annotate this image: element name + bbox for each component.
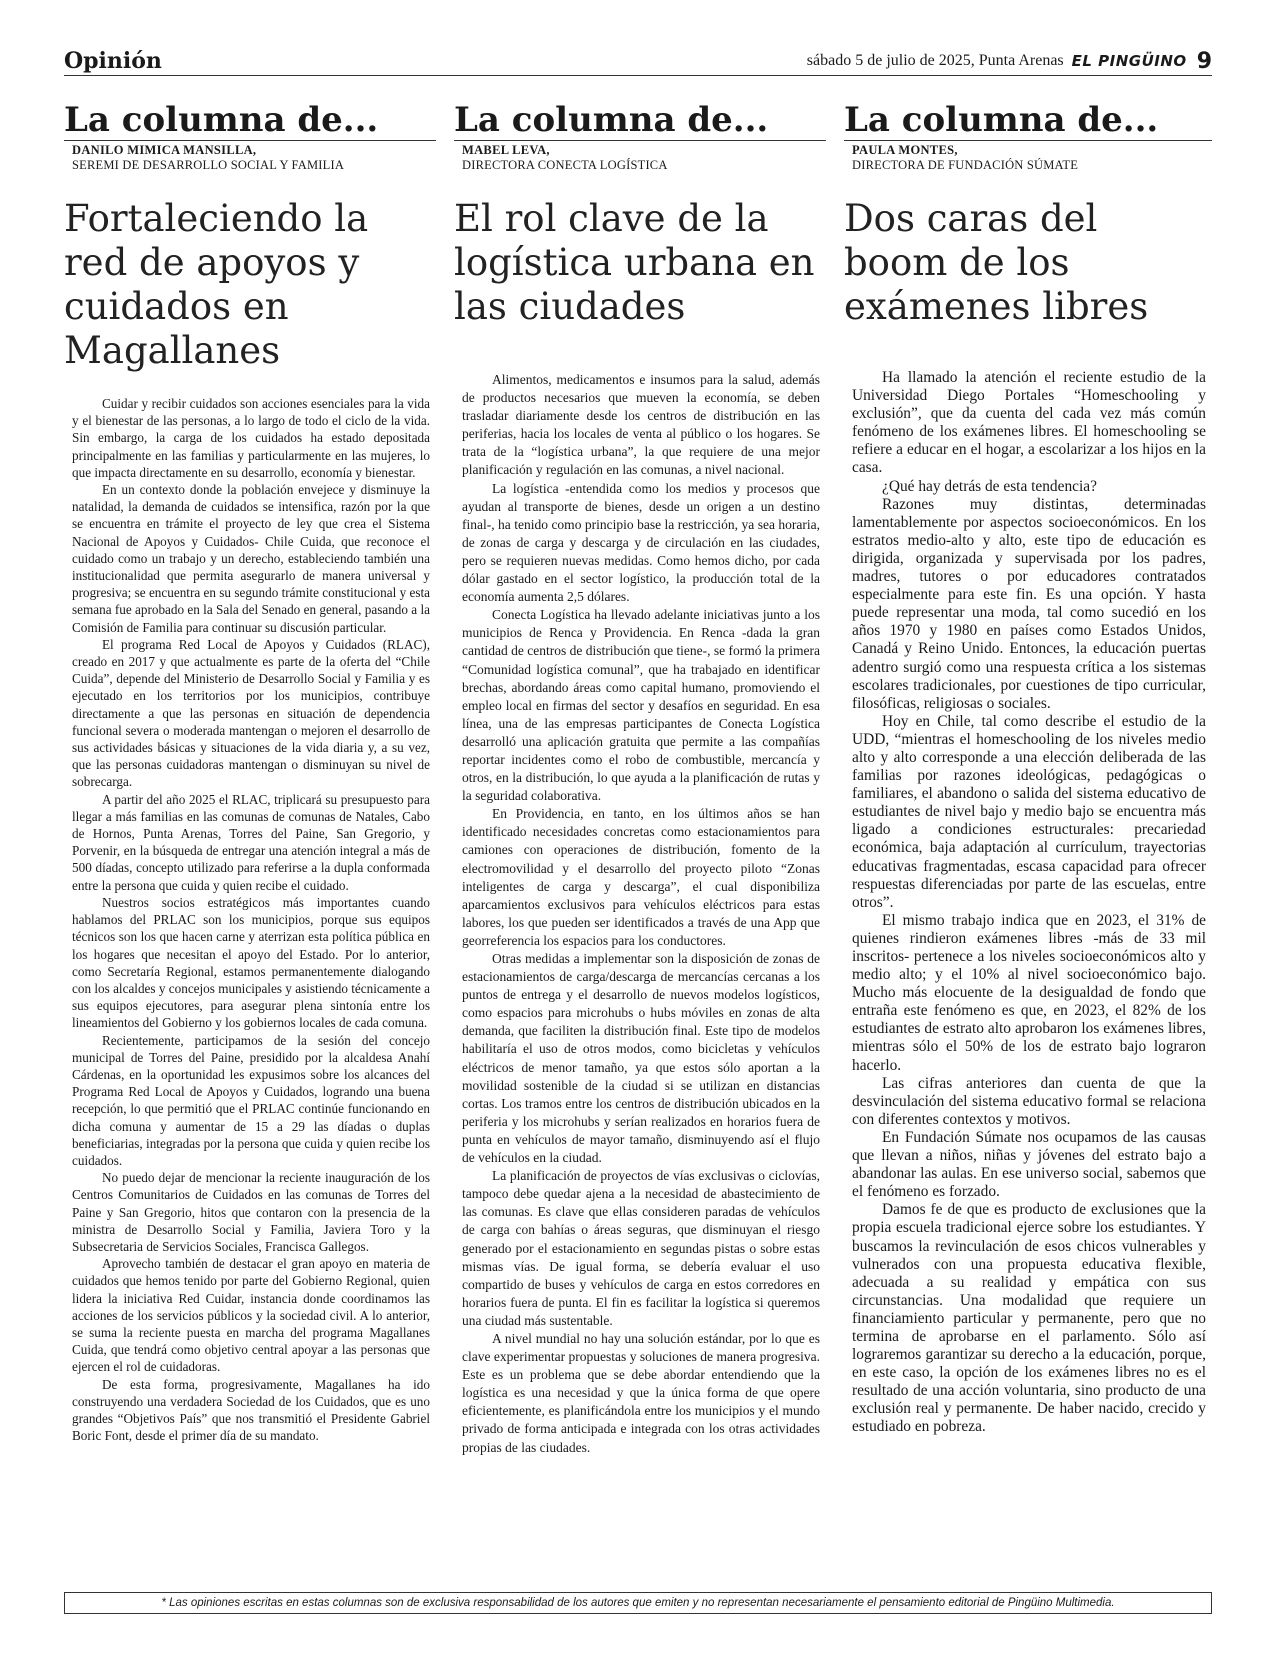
author-name: PAULA MONTES, <box>852 143 958 157</box>
paragraph: El programa Red Local de Apoyos y Cuidados (RLAC), creado en 2017 y que actualmente es parte de la oferta del “Chile Cuida”, depende del Ministerio de Desarrollo Social y Familia y es ejecutado en los territorios por los municipios, contribuye directamente a que las personas en situación de dependencia funcional severa o moderada mantengan o mejoren el desarrollo de sus actividades básicas y situaciones de la vida diaria y, a su vez, que las personas cuidadoras mantengan o disminuyan su nivel de sobrecarga. <box>72 636 430 790</box>
author-name: DANILO MIMICA MANSILLA, <box>72 143 257 157</box>
paragraph: Conecta Logística ha llevado adelante iniciativas junto a los municipios de Renca y Providencia. En Renca -dada la gran cantidad de centros de distribución que tiene-, se formó la primera “Comunidad logística comunal”, que ha trabajado en identificar brechas, abordando áreas como capital humano, promoviendo el empleo local en firmas del sector y desafíos en seguridad. En esa línea, una de las empresas participantes de Conecta Logística desarrolló una aplicación gratuita que permite a las compañías reportar incidentes como el robo de combustible, mercancía y otros, en la distribución, lo que ayuda a la planificación de rutas y la seguridad colaborativa. <box>462 607 820 804</box>
paragraph: Otras medidas a implementar son la disposición de zonas de estacionamientos de carga/descarga de mercancías cercanas a los puntos de entrega y el desarrollo de nuevos modelos logísticos, como espacios para microhubs o hubs móviles en zonas de alta demanda, que faciliten la distribución final. Este tipo de modelos habilitaría el uso de otros modos, como bicicletas y vehículos eléctricos de menor tamaño, ya que estos sólo aportan a la movilidad sostenible de la ciudad si se utilizan en distancias cortas. Los tramos entre los centros de distribución ubicados en la periferia y los microhubs y serían realizados en horarios fuera de punta en vehículos de mayor tamaño, disminuyendo así el flujo de vehículos en la ciudad. <box>462 951 820 1166</box>
paragraph: Nuestros socios estratégicos más importantes cuando hablamos del PRLAC son los municipios, porque sus equipos técnicos son los que hacen carne y aterrizan esta política pública en los hogares que necesitan el apoyo del Estado. Por lo anterior, como Secretaría Regional, estamos permanentemente dialogando con los alcaldes y concejos municipales y asistiendo técnicamente a sus equipos ejecutores, para asegurar plena sintonía entre los lineamientos del Gobierno y los gobiernos locales de cada comuna. <box>72 894 430 1031</box>
page-number: 9 <box>1196 48 1212 74</box>
header-right <box>807 48 1212 74</box>
paragraph: Recientemente, participamos de la sesión del concejo municipal de Torres del Paine, presidido por la alcaldesa Anahí Cárdenas, en la oportunidad les expusimos sobre los alcances del Programa Red Local de Apoyos y Cuidados, logrando una buena recepción, lo que permitió que el PRLAC continúe funcionando en dicha comuna y aumentar de 15 a 29 las díadas o duplas beneficiarias, integradas por la persona que cuida y quien recibe los cuidados. <box>72 1032 430 1168</box>
header-date: sábado 5 de julio de 2025, Punta Arenas <box>806 52 1064 69</box>
paragraph: No puedo dejar de mencionar la reciente inauguración de los Centros Comunitarios de Cuidados en las comunas de Torres del Paine y San Gregorio, hitos que contaron con la presencia de la ministra de Desarrollo Social y Familia, Javiera Toro y la Subsecretaria de Servicios Sociales, Francisca Gallegos. <box>72 1170 430 1254</box>
paragraph: Alimentos, medicamentos e insumos para la salud, además de productos necesarios que mueven la economía, se deben trasladar diariamente desde los centros de distribución en las periferias, hacia los locales de venta al público o los hogares. Se trata de la “logística urbana”, la que requiere de una mejor planificación y regulación en las comunas, a nivel nacional. <box>462 372 820 478</box>
paragraph: A partir del año 2025 el RLAC, triplicará su presupuesto para llegar a más familias en las comunas de comunas de Natales, Cabo de Hornos, Punta Arenas, Torres del Paine, San Gregorio, y Porvenir, en la búsqueda de entregar una atención integral a más de 500 díadas, concepto utilizado para referirse a la dupla conformada entre la persona que cuida y quien recibe el cuidado. <box>72 791 430 893</box>
article-body <box>462 371 820 1457</box>
paragraph: Aprovecho también de destacar el gran apoyo en materia de cuidados que hemos tenido por parte del Gobierno Regional, quien lidera la iniciativa Red Cuidar, instancia donde coordinamos las acciones de los servicios públicos y la sociedad civil. A lo anterior, se suma la reciente puesta en marcha del programa Magallanes Cuida, que tendrá como objetivo central apoyar a las personas que ejercen el rol de cuidadoras. <box>72 1256 430 1375</box>
article-headline: El rol clave de la logística urbana en las ciudades <box>454 197 815 328</box>
article-body <box>72 395 430 1444</box>
paragraph: A nivel mundial no hay una solución estándar, por lo que es clave experimentar propuestas y soluciones de manera progresiva. Este es un problema que se debe abordar entendiendo que la logística es una necesidad y que la única forma de que opere eficientemente, es planificándola entre los municipios y el mundo privado de forma anticipada e integrada con los otras actividades propias de las ciudades. <box>462 1330 820 1455</box>
article-headline: Dos caras del boom de los exámenes libres <box>844 197 1149 328</box>
paragraph: ¿Qué hay detrás de esta tendencia? <box>882 477 1097 495</box>
section-title: Opinión <box>64 48 162 74</box>
paragraph: Cuidar y recibir cuidados son acciones esenciales para la vida y el bienestar de las personas, a lo largo de todo el ciclo de la vida. Sin embargo, la carga de los cuidados ha estado depositada principalmente en las familias y particularmente en las mujeres, lo que impacta directamente en su desarrollo, economía y bienestar. <box>72 396 430 480</box>
paragraph: Ha llamado la atención el reciente estudio de la Universidad Diego Portales “Homeschooling y exclusión”, que da cuenta del cada vez más común fenómeno de los exámenes libres. El homeschooling se refiere a educar en el hogar, a escolarizar a los hijos en la casa. <box>852 369 1206 477</box>
column-kicker: La columna de... <box>844 100 1212 141</box>
page-header <box>64 48 1212 76</box>
paragraph: En un contexto donde la población envejece y disminuye la natalidad, la demanda de cuidados se intensifica, razón por la que se encuentra en trámite el proyecto de ley que crea el Sistema Nacional de Apoyos y Cuidados- Chile Cuida, que reconoce el cuidado como un trabajo y un derecho, estableciendo también una institucionalidad que permita asegurarlo de manera universal y progresiva; se encuentra en su segundo trámite constitucional y esta semana fue aprobado en la Sala del Senado en general, pasando a la Comisión de Familia para continuar su discusión particular. <box>72 482 430 635</box>
paragraph: Damos fe de que es producto de exclusiones que la propia escuela tradicional ejerce sobre los estudiantes. Y buscamos la revinculación de esos chicos vulnerables y vulnerados con una propuesta educativa flexible, adecuada a su realidad y empática con sus circunstancias. Una modalidad que requiere un financiamiento particular y permanente, pero que no termina de aprobarse en el parlamento. Sólo así lograremos garantizar su derecho a la educación, porque, en este caso, la opción de los exámenes libres no es el resultado de una acción voluntaria, sino producto de una exclusión real y permanente. De haber nacido, crecido y estudiado en pobreza. <box>852 1201 1206 1436</box>
newspaper-logo: EL PINGÜINO <box>1071 52 1187 70</box>
opinion-column-1 <box>64 100 436 1444</box>
column-kicker: La columna de... <box>454 100 826 141</box>
opinion-column-2 <box>454 100 826 1457</box>
paragraph: Las cifras anteriores dan cuenta de que la desvinculación del sistema educativo formal se relaciona con diferentes contextos y motivos. <box>852 1074 1206 1128</box>
paragraph: En Fundación Súmate nos ocupamos de las causas que llevan a niños, niñas y jóvenes del estrato bajo a abandonar las aulas. En ese universo social, sabemos que el fenómeno es forzado. <box>852 1128 1206 1201</box>
paragraph: Hoy en Chile, tal como describe el estudio de la UDD, “mientras el homeschooling de los niveles medio alto y alto corresponde a una elección deliberada de las familias por razones ideológicas, pedagógicas o familiares, el abandono o salida del sistema educativo de estudiantes de nivel bajo y medio bajo se encuentra más ligado a condiciones estructurales: precariedad económica, baja adaptación al currículum, trayectorias educativas fragmentadas, escasa capacidad para ofrecer respuestas diferenciadas por parte de las escuelas, entre otros”. <box>852 712 1206 911</box>
article-body <box>852 369 1206 1437</box>
author-role: DIRECTORA DE FUNDACIÓN SÚMATE <box>852 158 1079 172</box>
article-headline: Fortaleciendo la red de apoyos y cuidados en Magallanes <box>64 197 369 372</box>
paragraph: Razones muy distintas, determinadas lamentablemente por aspectos socioeconómicos. En los estratos medio-alto y alto, este tipo de educación es dirigida, organizada y supervisada por los padres, madres, tutores o por educadores contratados especialmente para este fin. Es una opción. Y hasta puede representar una moda, tal como sucedió en los años 1970 y 1980 en países como Estados Unidos, Canadá y Reino Unido. Entonces, la educación puertas adentro surgió como una respuesta crítica a los sistemas escolares tradicionales, por cuestiones de tipo curricular, filosóficas, religiosas o sociales. <box>852 495 1206 712</box>
author-role: SEREMI DE DESARROLLO SOCIAL Y FAMILIA <box>72 158 345 172</box>
author-role: DIRECTORA CONECTA LOGÍSTICA <box>462 158 668 172</box>
paragraph: La planificación de proyectos de vías exclusivas o ciclovías, tampoco debe quedar ajena a la necesidad de abastecimiento de las comunas. Es clave que ellas consideren paradas de vehículos de carga con bahías o áreas seguras, que disminuyan el riesgo generado por el estacionamiento en segundas pistas o sobre estas mismas vías. De igual forma, se debería evaluar el uso compartido de buses y vehículos de carga en estos corredores en horarios fuera de punta. El fin es facilitar la logística si queremos una ciudad más sustentable. <box>462 1168 820 1328</box>
paragraph: De esta forma, progresivamente, Magallanes ha ido construyendo una verdadera Sociedad de los Cuidados, que es uno grandes “Objetivos País” que nos transmitió el Presidente Gabriel Boric Font, desde el primer día de su mandato. <box>72 1376 430 1444</box>
opinion-column-3 <box>844 100 1212 1437</box>
author-name: MABEL LEVA, <box>462 143 550 157</box>
paragraph: La logística -entendida como los medios y procesos que ayudan al transporte de bienes, desde un origen a un destino final-, ha tenido como principio base la restricción, ya sea horaria, de zonas de carga y descarga y de circulación en las ciudades, pero se requieren nuevas medidas. Como hemos dicho, por cada dólar gastado en el sector logístico, la producción total de la economía aumenta 2,5 dólares. <box>462 480 820 605</box>
column-kicker: La columna de... <box>64 100 436 141</box>
paragraph: En Providencia, en tanto, en los últimos años se han identificado necesidades concretas como estacionamientos para camiones con operaciones de distribución, fomento de la electromovilidad y el desarrollo del proyecto piloto “Zonas inteligentes de carga y descarga”, el cual disponibiliza aparcamientos exclusivos para vehículos eléctricos para estas labores, los que pueden ser identificados a través de una App que georreferencia los espacios para los conductores. <box>462 806 820 948</box>
paragraph: El mismo trabajo indica que en 2023, el 31% de quienes rindieron exámenes libres -más de 33 mil inscritos- pertenece a los niveles socioeconómicos alto y medio alto; y el 10% al nivel socioeconómico bajo. Mucho más elocuente de la desigualdad de fondo que entraña este fenómeno es que, en 2023, el 82% de los estudiantes de estrato alto aprobaron los exámenes libres, mientras sólo el 50% de los de estrato bajo lograron hacerlo. <box>852 911 1206 1074</box>
disclaimer-note: * Las opiniones escritas en estas columnas son de exclusiva responsabilidad de los autores que emiten y no representan necesariamente el pensamiento editorial de Pingüino Multimedia. <box>64 1592 1212 1614</box>
